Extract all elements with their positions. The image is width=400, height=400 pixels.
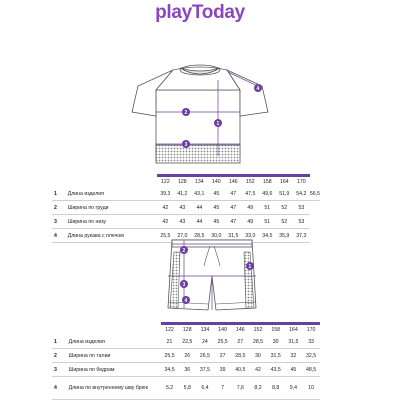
table-cell: 44: [191, 201, 208, 215]
table-cell: 43,5: [267, 363, 285, 377]
table-cell: 53: [293, 201, 310, 215]
table-cell: 41,2: [174, 187, 191, 201]
table-cell: 44: [191, 215, 208, 229]
shorts-size-table: [52, 322, 320, 400]
table-cell: 30: [267, 335, 285, 349]
table-cell: 37,5: [196, 363, 214, 377]
table-row: [52, 377, 320, 400]
table-row: [52, 187, 320, 201]
table-cell: 30: [249, 349, 267, 363]
table-cell: 128: [174, 176, 191, 188]
shorts-marker-3: [180, 280, 188, 288]
table-cell: 152: [242, 176, 259, 188]
table-cell: 140: [208, 176, 225, 188]
shorts-marker-2: [180, 246, 188, 254]
table-cell: 25,5: [157, 229, 174, 243]
tshirt-marker-4: [254, 84, 262, 92]
table-row: [52, 349, 320, 363]
table-cell: 1: [52, 187, 66, 201]
table-cell: 3: [52, 215, 66, 229]
table-cell: 164: [285, 324, 303, 336]
svg-text:4: 4: [256, 85, 260, 92]
table-cell: Ширина по талии: [67, 349, 161, 363]
table-row: [52, 201, 320, 215]
table-cell: 140: [214, 324, 232, 336]
table-cell: 42: [157, 201, 174, 215]
tshirt-sketch: [128, 60, 272, 176]
table-cell: 45: [208, 215, 225, 229]
table-cell: 2: [52, 349, 67, 363]
table-cell: 1: [52, 335, 67, 349]
table-cell: 3: [52, 363, 67, 377]
table-cell: 51: [259, 215, 276, 229]
table-cell: 27,0: [174, 229, 191, 243]
table-row: [52, 215, 320, 229]
table-row: [52, 335, 320, 349]
shorts-marker-1: [246, 262, 254, 270]
table-cell: 4: [52, 229, 66, 243]
table-cell: 31,5: [267, 349, 285, 363]
table-cell: 122: [157, 176, 174, 188]
table-cell: Длина изделия: [67, 335, 161, 349]
table-cell: 26: [178, 349, 196, 363]
table-cell: 134: [196, 324, 214, 336]
table-cell: 45: [208, 187, 225, 201]
tshirt-table-header: [52, 176, 320, 188]
table-cell: 158: [267, 324, 285, 336]
svg-text:2: 2: [182, 247, 186, 254]
table-cell: 33: [302, 335, 320, 349]
table-cell: 49,6: [259, 187, 276, 201]
table-cell: 32,5: [302, 349, 320, 363]
table-cell: 31,5: [225, 229, 242, 243]
table-cell: 53: [293, 215, 310, 229]
table-cell: 8,2: [249, 377, 267, 400]
table-cell: 122: [161, 324, 179, 336]
table-cell: 28,5: [191, 229, 208, 243]
table-cell: Ширина по бедрам: [67, 363, 161, 377]
table-cell: 146: [231, 324, 249, 336]
table-cell: 42: [249, 363, 267, 377]
table-cell: 47: [225, 187, 242, 201]
tshirt-marker-3: [182, 140, 190, 148]
table-cell: 45: [285, 363, 303, 377]
table-cell: 49: [242, 215, 259, 229]
svg-text:1: 1: [216, 120, 220, 127]
tshirt-marker-2: [182, 108, 190, 116]
table-cell: 10: [302, 377, 320, 400]
table-cell: 5,8: [178, 377, 196, 400]
svg-text:3: 3: [182, 281, 186, 288]
table-cell: 42: [157, 215, 174, 229]
table-cell: 28,5: [231, 349, 249, 363]
shorts-marker-4: [182, 296, 190, 304]
table-cell: 158: [259, 176, 276, 188]
tshirt-size-table: [52, 174, 320, 243]
table-cell: 6,4: [196, 377, 214, 400]
table-cell: 32: [285, 349, 303, 363]
table-cell: [52, 324, 67, 336]
table-cell: 51: [259, 201, 276, 215]
table-cell: 4: [52, 377, 67, 400]
table-cell: 40,5: [231, 363, 249, 377]
table-cell: [67, 324, 161, 336]
table-cell: 35,9: [276, 229, 293, 243]
table-cell: 52: [276, 201, 293, 215]
table-cell: 48,5: [302, 363, 320, 377]
table-cell: [66, 176, 157, 188]
table-cell: 25,5: [214, 335, 232, 349]
table-cell: 27: [231, 335, 249, 349]
table-cell: 54,2: [293, 187, 310, 201]
table-cell: 30,0: [208, 229, 225, 243]
table-cell: 43,1: [191, 187, 208, 201]
table-cell: 39: [214, 363, 232, 377]
table-cell: 56,5: [310, 187, 320, 201]
shorts-sketch: [160, 236, 264, 318]
table-cell: 7: [214, 377, 232, 400]
table-cell: 170: [293, 176, 310, 188]
table-cell: [52, 176, 66, 188]
table-cell: 45: [208, 201, 225, 215]
svg-text:4: 4: [184, 297, 188, 304]
table-cell: 26,5: [196, 349, 214, 363]
table-cell: 43: [174, 201, 191, 215]
table-cell: 31,5: [285, 335, 303, 349]
table-cell: 25,5: [161, 349, 179, 363]
table-cell: Длина по внутреннему шву брюк: [67, 377, 161, 400]
table-cell: 34,5: [161, 363, 179, 377]
table-cell: 134: [191, 176, 208, 188]
table-cell: 49: [242, 201, 259, 215]
shorts-table-header: [52, 324, 320, 336]
table-cell: 47: [225, 215, 242, 229]
table-cell: 39,3: [157, 187, 174, 201]
table-cell: 146: [225, 176, 242, 188]
table-cell: 152: [249, 324, 267, 336]
table-cell: 21: [161, 335, 179, 349]
table-row: [52, 363, 320, 377]
brand-logo: playToday: [155, 2, 245, 23]
table-cell: 47: [225, 201, 242, 215]
table-cell: Ширина по низу: [66, 215, 157, 229]
table-cell: 37,3: [293, 229, 310, 243]
table-cell: 128: [178, 324, 196, 336]
table-cell: 47,5: [242, 187, 259, 201]
svg-text:3: 3: [184, 141, 188, 148]
table-cell: 51,9: [276, 187, 293, 201]
table-cell: 24: [196, 335, 214, 349]
table-cell: 43: [174, 215, 191, 229]
table-cell: 28,5: [249, 335, 267, 349]
table-cell: 36: [178, 363, 196, 377]
tshirt-marker-1: [214, 119, 222, 127]
table-cell: 8,8: [267, 377, 285, 400]
table-cell: Ширина по груди: [66, 201, 157, 215]
svg-text:2: 2: [184, 109, 188, 116]
table-cell: 33,0: [242, 229, 259, 243]
table-cell: 22,5: [178, 335, 196, 349]
table-cell: 164: [276, 176, 293, 188]
table-cell: 9,4: [285, 377, 303, 400]
svg-text:1: 1: [248, 263, 252, 270]
table-cell: 7,6: [231, 377, 249, 400]
table-cell: 2: [52, 201, 66, 215]
table-cell: 170: [302, 324, 320, 336]
table-cell: Длина изделия: [66, 187, 157, 201]
table-cell: 5,2: [161, 377, 179, 400]
table-cell: Длина рукава с плечом: [66, 229, 157, 243]
table-cell: 34,5: [259, 229, 276, 243]
table-cell: 27: [214, 349, 232, 363]
table-cell: 52: [276, 215, 293, 229]
